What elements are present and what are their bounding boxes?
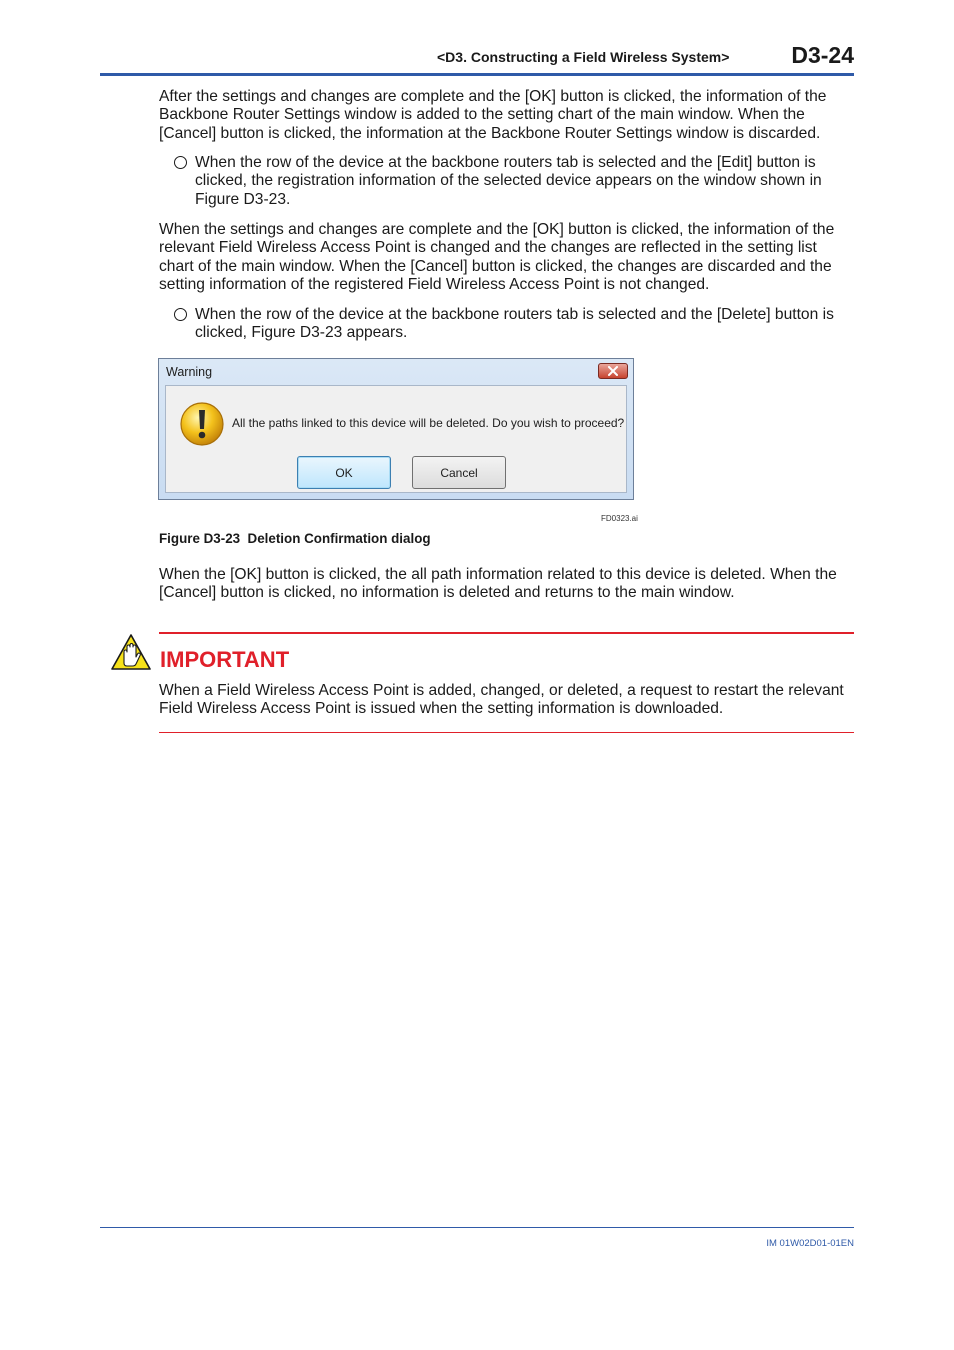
important-text: When a Field Wireless Access Point is added, changed, or deleted, a request to restart the relevant Field Wireless Access Point is issued when the setting information is downloaded.	[159, 682, 844, 718]
figure-caption: Figure D3-23 Deletion Confirmation dialog	[159, 531, 431, 546]
dialog-titlebar	[159, 359, 633, 385]
warning-dialog	[158, 358, 634, 500]
important-top-divider	[159, 632, 854, 634]
close-button[interactable]	[598, 363, 628, 379]
close-icon	[607, 366, 619, 376]
document-id: IM 01W02D01-01EN	[766, 1238, 854, 1249]
paragraph-ok-cancel-result: When the [OK] button is clicked, the all path information related to this device is deleted. When the [Cancel] button is clicked, no information is deleted and returns to the main window.	[159, 566, 837, 602]
paragraph-settings-changed: When the settings and changes are complete and the [OK] button is clicked, the information of the relevant Field Wireless Access Point is changed and the changes are reflected in the setting list chart of the main window. When the [Cancel] button is clicked, the changes are discarded and the setting information of the registered Field Wireless Access Point is not changed.	[159, 221, 835, 293]
important-bottom-divider	[159, 732, 854, 733]
ok-button[interactable]: OK	[297, 456, 391, 489]
dialog-title: Warning	[166, 365, 213, 379]
page-number: D3-24	[791, 42, 854, 68]
page-header	[0, 0, 954, 80]
warning-exclamation-icon	[179, 401, 225, 447]
bullet-edit-text: When the row of the device at the backbone routers tab is selected and the [Edit] button is clicked, the registration information of the selected device appears on the window shown in Figure D3-23.	[195, 154, 822, 208]
important-title: IMPORTANT	[160, 647, 290, 672]
footer-divider	[100, 1227, 854, 1228]
section-title: <D3. Constructing a Field Wireless System>	[437, 49, 730, 65]
caution-hand-icon	[110, 633, 152, 671]
figure-file-id: FD0323.ai	[601, 514, 638, 523]
header-divider	[100, 73, 854, 76]
cancel-button[interactable]: Cancel	[412, 456, 506, 489]
dialog-message: All the paths linked to this device will be deleted. Do you wish to proceed?	[232, 416, 625, 430]
circle-bullet-icon	[174, 156, 187, 169]
paragraph-backbone-router-added: After the settings and changes are complete and the [OK] button is clicked, the information of the Backbone Router Settings window is added to the setting chart of the main window. When the [Cancel] button is clicked, the information at the Backbone Router Settings window is discarded.	[159, 88, 827, 142]
bullet-delete-text: When the row of the device at the backbone routers tab is selected and the [Delete] button is clicked, Figure D3-23 appears.	[195, 306, 834, 342]
dialog-body	[165, 385, 627, 493]
circle-bullet-icon	[174, 308, 187, 321]
